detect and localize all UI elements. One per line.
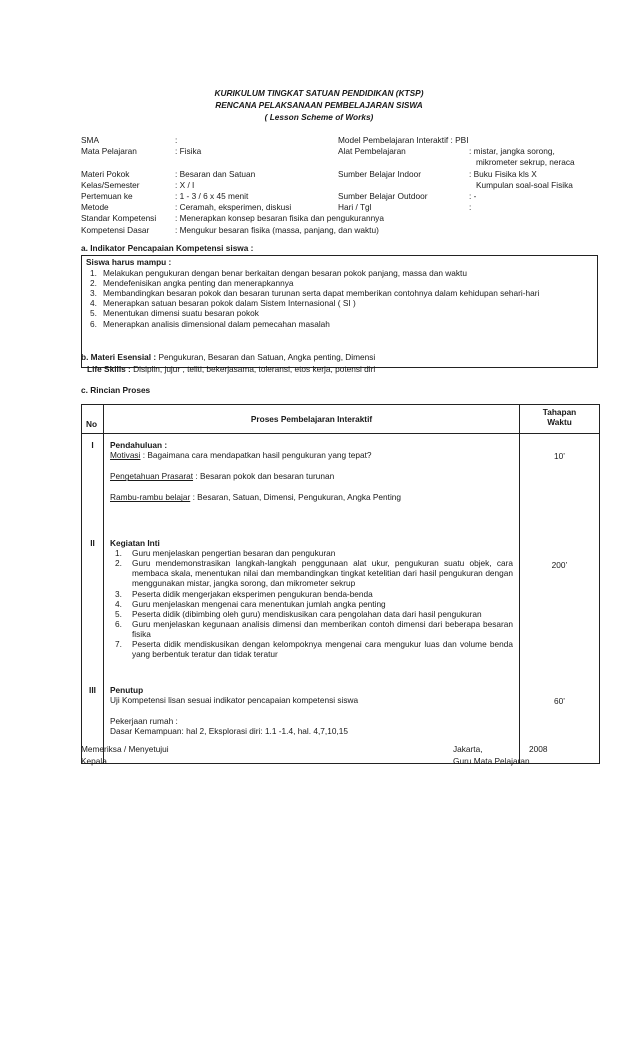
phase-title: Penutup [110, 685, 144, 695]
col-no-header: No [82, 405, 104, 434]
item-number: 2. [90, 278, 97, 289]
date-value: : [469, 202, 472, 213]
step-number: 2. [115, 558, 122, 569]
step-text: Guru menjelaskan pengertian besaran dan pengukuran [132, 548, 336, 559]
life-skills-value: Disiplin, jujur , teliti, bekerjasama, toleransi, etos kerja, potensi diri [133, 364, 376, 374]
rambu-label: Rambu-rambu belajar [110, 492, 191, 503]
list-item [86, 308, 591, 318]
rambu-line [110, 492, 513, 502]
indicator-list [86, 268, 591, 329]
item-text: Melakukan pengukuran dengan benar berkaitan dengan besaran pokok panjang, massa dan waktu [103, 268, 467, 278]
item-number: 4. [90, 298, 97, 309]
class-label: Kelas/Semester [81, 179, 140, 190]
school-label: SMA [81, 135, 99, 145]
indoor-value-cont: Kumpulan soal-soal Fisika [476, 179, 573, 190]
item-number: 5. [90, 308, 97, 319]
col-proc-header: Proses Pembelajaran Interaktif [104, 405, 520, 434]
step-text: Peserta didik mengerjakan eksperimen pengukuran benda-benda [132, 588, 373, 599]
info-block [81, 135, 601, 236]
phase-number: I [91, 440, 94, 450]
item-text: Membandingkan besaran pokok dan besaran turunan serta dapat memberikan contohnya dalam kehidupan sehari-hari [103, 288, 540, 299]
outdoor-label: Sumber Belajar Outdoor [338, 190, 428, 201]
indoor-label: Sumber Belajar Indoor [338, 168, 422, 179]
closing-line: Uji Kompetensi lisan sesuai indikator pencapaian kompetensi siswa [110, 695, 359, 706]
row-no [82, 434, 104, 764]
step-number: 4. [115, 598, 122, 609]
homework-value: Dasar Kemampuan: hal 2, Eksplorasi diri: 1.1 -1.4, hal. 4,7,10,15 [110, 726, 348, 737]
step-number: 7. [115, 639, 122, 650]
info-row [81, 135, 601, 146]
outdoor-value: : - [469, 190, 477, 201]
list-item [110, 548, 513, 558]
prasyarat-line [110, 471, 513, 481]
sk-label: Standar Kompetensi [81, 213, 157, 224]
subject-label: Mata Pelajaran [81, 146, 137, 157]
step-text: Peserta didik mendiskusikan dengan kelompoknya mengenai cara mengukur luas dan volume benda yang berbentuk teratur dan tidak teratur [132, 639, 513, 660]
step-text: Guru menjelaskan kegunaan analisis dimensi dan memberikan contoh dimensi dari beberapa besaran fisika [132, 618, 513, 639]
item-text: Mendefenisikan angka penting dan menerapkannya [103, 278, 294, 289]
info-row [81, 180, 601, 191]
step-number: 3. [115, 588, 122, 599]
phase-time: 200’ [551, 560, 568, 570]
rambu-value: : Besaran, Satuan, Dimensi, Pengukuran, Angka Penting [192, 492, 402, 503]
prasyarat-label: Pengetahuan Prasarat [110, 471, 194, 482]
section-b [81, 352, 375, 362]
item-text: Menerapkan satuan besaran pokok dalam Sistem Internasional ( SI ) [103, 298, 356, 309]
step-text: Guru mendemonstrasikan langkah-langkah penggunaan alat ukur, pengukuran suatu objek, cara membaca skala, menentukan nilai dan membandingkan tingkat ketelitian dari hasil pengukuran dengan menggunakan mistar, jangka sorong, dan mikrometer sekrup [132, 558, 513, 589]
motivasi-value: : Bagaimana cara mendapatkan hasil pengukuran yang tepat? [142, 450, 372, 461]
info-row [81, 191, 601, 202]
section-a-title: a. Indikator Pencapaian Kompetensi siswa : [81, 243, 254, 253]
motivasi-line [110, 450, 513, 460]
phase-intro [110, 440, 513, 538]
meeting-label: Pertemuan ke [81, 190, 133, 201]
info-row [81, 202, 601, 213]
step-text: Guru menjelaskan mengenai cara menentukan jumlah angka penting [132, 598, 386, 609]
class-value: : X / I [175, 179, 195, 190]
section-b-title: b. Materi Esensial : [81, 352, 157, 362]
list-item [86, 278, 591, 288]
phase-title: Kegiatan Inti [110, 538, 160, 548]
list-item [86, 298, 591, 308]
item-number: 1. [90, 268, 97, 278]
item-text: Menentukan dimensi suatu besaran pokok [103, 308, 259, 319]
section-b-value: Pengukuran, Besaran dan Satuan, Angka penting, Dimensi [158, 352, 376, 362]
sk-value: : Menerapkan konsep besaran fisika dan pengukurannya [175, 213, 384, 224]
indicator-box-header: Siswa harus mampu : [86, 257, 172, 267]
doc-title-line3: ( Lesson Scheme of Works) [264, 112, 374, 122]
row-content [104, 434, 520, 764]
info-row [81, 213, 601, 224]
step-text: Peserta didik (dibimbing oleh guru) mendiskusikan cara pengolahan data dari hasil pengukuran [132, 608, 482, 619]
phase-core [110, 538, 513, 685]
motivasi-label: Motivasi [110, 450, 141, 461]
model-label: Model Pembelajaran Interaktif : PBI [338, 135, 469, 145]
method-label: Metode [81, 202, 109, 213]
phase-time: 60’ [553, 696, 566, 706]
col-time-header [520, 405, 600, 434]
list-item [86, 319, 591, 329]
school-sep: : [175, 135, 178, 145]
list-item [86, 268, 591, 278]
phase-number: III [89, 685, 96, 695]
item-number: 6. [90, 318, 97, 329]
footer-left-2: Kepala [81, 756, 107, 766]
col-time-header-line1: Tahapan [542, 407, 577, 417]
list-item [110, 558, 513, 588]
phase-title: Pendahuluan : [110, 440, 168, 450]
footer-year: 2008 [529, 744, 548, 754]
phase-time: 10’ [553, 451, 566, 461]
section-c-title: c. Rincian Proses [81, 385, 151, 395]
steps-list [110, 548, 513, 659]
info-row [81, 225, 601, 236]
list-item [86, 288, 591, 298]
info-row [81, 146, 601, 157]
date-label: Hari / Tgl [338, 202, 372, 213]
info-row [81, 157, 601, 168]
kd-label: Kompetensi Dasar [81, 224, 150, 235]
table-header-row [82, 405, 600, 434]
step-number: 1. [115, 548, 122, 559]
item-number: 3. [90, 288, 97, 299]
indoor-value: : Buku Fisika kls X [469, 168, 537, 179]
prasyarat-value: : Besaran pokok dan besaran turunan [195, 471, 335, 482]
step-number: 5. [115, 608, 122, 619]
method-value: : Ceramah, eksperimen, diskusi [175, 202, 292, 213]
life-skills-label: Life Skills : [87, 364, 131, 374]
doc-title-line1: KURIKULUM TINGKAT SATUAN PENDIDIKAN (KTSP) [214, 88, 424, 98]
tools-label: Alat Pembelajaran [338, 146, 406, 157]
tools-value-cont: mikrometer sekrup, neraca [476, 157, 575, 168]
table-row [82, 434, 600, 764]
phase-number: II [90, 538, 95, 548]
subject-value: : Fisika [175, 146, 202, 157]
doc-title-line2: RENCANA PELAKSANAAN PEMBELAJARAN SISWA [215, 100, 423, 110]
footer-left-1: Memeriksa / Menyetujui [81, 744, 169, 754]
tools-value: : mistar, jangka sorong, [469, 146, 555, 157]
item-text: Menerapkan analisis dimensional dalam pemecahan masalah [103, 318, 330, 329]
process-table [81, 404, 600, 764]
list-item [110, 619, 513, 639]
list-item [110, 589, 513, 599]
life-skills [87, 364, 375, 374]
info-row [81, 169, 601, 180]
row-time [520, 434, 600, 764]
topic-label: Materi Pokok [81, 168, 130, 179]
step-number: 6. [115, 618, 122, 629]
col-time-header-line2: Waktu [547, 417, 572, 428]
list-item [110, 639, 513, 659]
topic-value: : Besaran dan Satuan [175, 168, 256, 179]
homework-label: Pekerjaan rumah : [110, 716, 178, 727]
footer-city: Jakarta, [453, 744, 483, 754]
list-item [110, 609, 513, 619]
footer-right-2: Guru Mata Pelajaran [453, 756, 530, 766]
meeting-value: : 1 - 3 / 6 x 45 menit [175, 190, 249, 201]
kd-value: : Mengukur besaran fisika (massa, panjang, dan waktu) [175, 224, 379, 235]
list-item [110, 599, 513, 609]
